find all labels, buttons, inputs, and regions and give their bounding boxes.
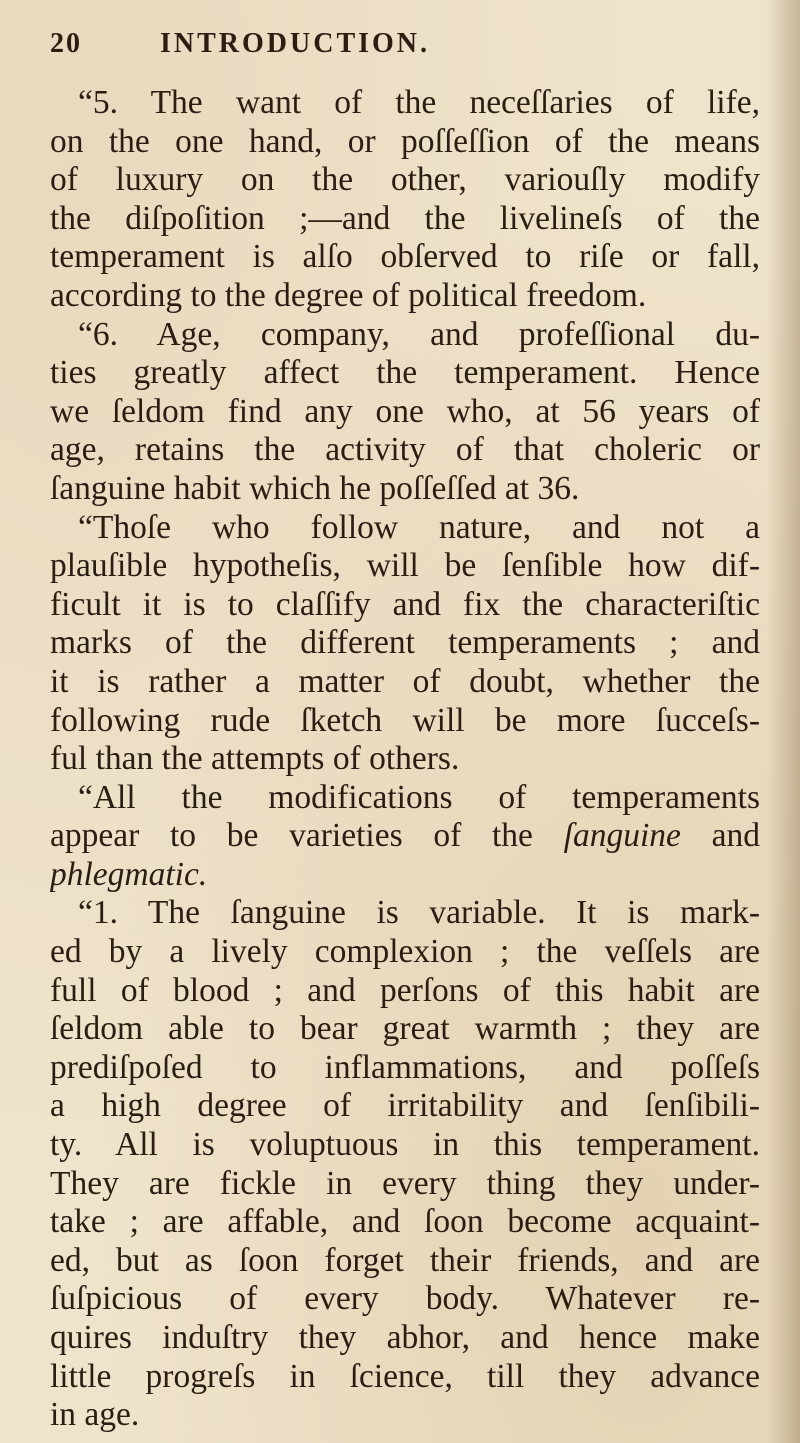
body-text (50, 84, 760, 1435)
text-line: “6. Age, company, and profeſſional du- (78, 315, 760, 353)
text-line: according to the degree of political freedom. (50, 276, 647, 314)
text-line: “5. The want of the neceſſaries of life, (78, 84, 760, 121)
text-line-with-italic (50, 817, 760, 856)
text-line: They are fickle in every thing they under- (50, 1164, 760, 1202)
text-span: and (680, 817, 760, 855)
text-line: ſeldom able to bear great warmth ; they are (50, 1010, 760, 1048)
text-line: ficult it is to claſſify and fix the characteriſtic (50, 585, 760, 623)
text-line: age, retains the activity of that choleric or (50, 431, 760, 469)
text-line: prediſpoſed to inflammations, and poſſeſs (50, 1048, 760, 1086)
italic-term: ſanguine (563, 817, 681, 855)
running-head-title: INTRODUCTION. (160, 28, 431, 59)
text-line: ed, but as ſoon forget their friends, and are (50, 1241, 760, 1279)
italic-term: phlegmatic. (50, 855, 208, 893)
text-line: full of blood ; and perſons of this habit are (50, 971, 760, 1009)
text-line: take ; are affable, and ſoon become acquaint- (50, 1203, 760, 1241)
text-line: ſanguine habit which he poſſeſſed at 36. (50, 469, 580, 507)
page-number: 20 (50, 28, 82, 59)
text-line: ed by a lively complexion ; the veſſels are (50, 933, 760, 971)
text-line: on the one hand, or poſſeſſion of the means (50, 122, 760, 160)
text-line: ty. All is voluptuous in this temperament. (50, 1126, 760, 1164)
text-line: little progreſs in ſcience, till they advance (50, 1357, 760, 1395)
text-line: of luxury on the other, variouſly modify (50, 161, 760, 199)
text-span: appear to be varieties of the (50, 817, 564, 855)
text-line: temperament is alſo obſerved to riſe or fall, (50, 238, 760, 276)
running-head (50, 28, 760, 76)
text-line: ſuſpicious of every body. Whatever re- (50, 1280, 760, 1318)
text-line-italic (50, 856, 760, 895)
page-edge-shadow (766, 0, 800, 1443)
text-line: “1. The ſanguine is variable. It is mark- (78, 894, 760, 932)
text-line: in age. (50, 1396, 140, 1434)
text-line: we ſeldom find any one who, at 56 years of (50, 392, 760, 430)
text-line: a high degree of irritability and ſenſibili- (50, 1087, 760, 1125)
text-line: the diſpoſition ;—and the livelineſs of the (50, 199, 760, 237)
text-line: ties greatly affect the temperament. Hence (50, 354, 760, 392)
text-line: marks of the different temperaments ; and (50, 624, 760, 662)
text-line: ful than the attempts of others. (50, 740, 460, 778)
text-line: “All the modifications of temperaments (78, 778, 760, 816)
text-line: it is rather a matter of doubt, whether the (50, 662, 760, 700)
text-line: following rude ſketch will be more ſucceſs- (50, 701, 760, 739)
text-line: “Thoſe who follow nature, and not a (78, 508, 760, 546)
text-line: plauſible hypotheſis, will be ſenſible how dif- (50, 547, 760, 585)
text-line: quires induſtry they abhor, and hence make (50, 1319, 760, 1356)
